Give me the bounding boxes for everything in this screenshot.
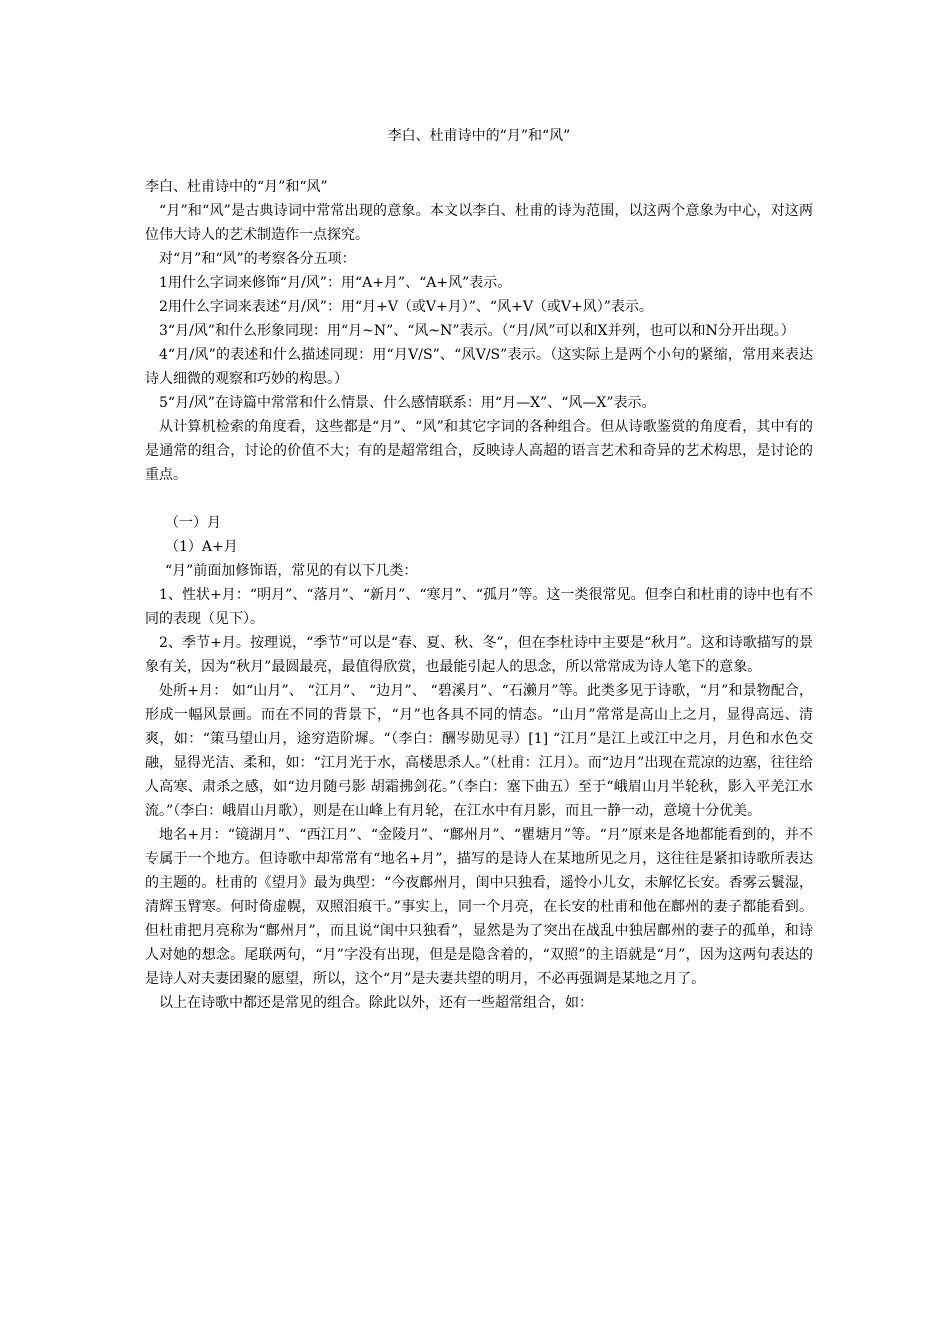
paragraph-season-moon: 2、季节+月。按理说，“季节”可以是“春、夏、秋、冬”，但在李杜诗中主要是“秋月”。这和诗歌描写的景象有关，因为“秋月”最圆最亮，最值得欣赏，也最能引起人的思念，所以常常成为诗人笔下的意象。 (145, 635, 813, 675)
subsection-heading: （1）A+月 (165, 539, 238, 555)
paragraph-place-moon: 处所+月： 如“山月”、 “江月”、 “边月”、 “碧溪月”、“石濑月”等。此类多见于诗歌，“月”和景物配合，形成一幅风景画。而在不同的背景下，“月”也各具不同的情态。“山月”常常是高山上之月，显得高远、清爽，如：“策马望山月，途穷造阶墀。“（李白：酬岑勋见寻）[1] “江月”是江上或江中之月，月色和水色交融，显得光洁、柔和，如：“江月光于水，高楼思杀人。”（杜甫：江月）。而“边月”出现在荒凉的边塞，往往给人高寒、肃杀之感，如“边月随弓影 胡霜拂剑花。”（李白：塞下曲五）至于“峨眉山月半轮秋，影入平羌江水流。”（李白：峨眉山月歌），则是在山峰上有月轮，在江水中有月影，而且一静一动，意境十分优美。 (145, 683, 813, 819)
list-item-4: 4“月/风”的表述和什么描述同现：用“月V/S”、“风V/S”表示。（这实际上是两个小句的紧缩，常用来表达诗人细微的观察和巧妙的构思。） (145, 347, 813, 387)
document-page (145, 124, 813, 1015)
paragraph-intro: “月”和“风”是古典诗词中常常出现的意象。本文以李白、杜甫的诗为范围，以这两个意象为中心，对这两位伟大诗人的艺术制造作一点探究。 (145, 203, 813, 243)
paragraph-five-items: 对“月”和“风”的考察各分五项： (159, 251, 356, 267)
paragraph-unusual-combinations: 以上在诗歌中都还是常见的组合。除此以外，还有一些超常组合，如： (159, 995, 593, 1011)
paragraph-computer-retrieval: 从计算机检索的角度看，这些都是“月”、“风”和其它字词的各种组合。但从诗歌鉴赏的角度看，其中有的是通常的组合，讨论的价值不大；有的是超常组合，反映诗人高超的语言艺术和奇异的艺术构思，是讨论的重点。 (145, 419, 813, 483)
paragraph-heading-repeat: 李白、杜甫诗中的“月”和“风” (145, 179, 328, 195)
list-item-2: 2用什么字词来表述“月/风”：用“月+V（或V+月）”、“风+V（或V+风）”表示。 (159, 299, 653, 315)
paragraph-modifiers: “月”前面加修饰语，常见的有以下几类： (165, 563, 418, 579)
section-heading: （一）月 (165, 515, 221, 531)
paragraph-quality-moon: 1、性状+月：“明月”、“落月”、“新月”、“寒月”、“孤月”等。这一类很常见。但李白和杜甫的诗中也有不同的表现（见下）。 (145, 587, 813, 627)
list-item-3: 3“月/风”和什么形象同现：用“月~N”、“风~N”表示。（“月/风”可以和X并列，也可以和N分开出现。） (159, 323, 795, 339)
list-item-5: 5“月/风”在诗篇中常常和什么情景、什么感情联系：用“月—X”、“风—X”表示。 (159, 395, 656, 411)
paragraph-placename-moon: 地名+月：“镜湖月”、“西江月”、“金陵月”、“鄜州月”、“瞿塘月”等。“月”原来是各地都能看到的，并不专属于一个地方。但诗歌中却常常有“地名+月”，描写的是诗人在某地所见之月，这往往是紧扣诗歌所表达的主题的。杜甫的《望月》最为典型：“今夜鄜州月，闺中只独看，遥怜小儿女，未解忆长安。香雾云鬟湿，清辉玉臂寒。何时倚虚幌，双照泪痕干。”事实上，同一个月亮，在长安的杜甫和他在鄜州的妻子都能看到。但杜甫把月亮称为“鄜州月”，而且说“闺中只独看”，显然是为了突出在战乱中独居鄜州的妻子的孤单，和诗人对她的想念。尾联两句，“月”字没有出现，但是是隐含着的，“双照”的主语就是“月”，因为这两句表达的是诗人对夫妻团聚的愿望，所以，这个“月”是夫妻共望的明月，不必再强调是某地之月了。 (145, 827, 813, 987)
blank-line (145, 487, 813, 511)
list-item-1: 1用什么字词来修饰“月/风”：用“A+月”、“A+风”表示。 (159, 275, 512, 291)
document-title: 李白、杜甫诗中的“月”和“风” (387, 128, 571, 144)
